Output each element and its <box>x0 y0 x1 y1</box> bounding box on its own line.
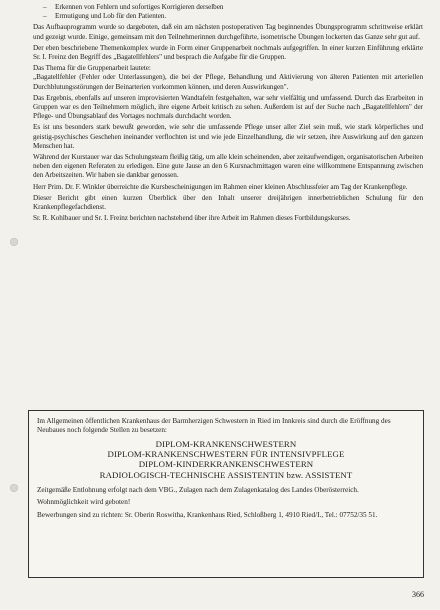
bullet-item: – Erkennen von Fehlern und sofortiges Korrigieren derselben <box>33 3 423 12</box>
ad-salary: Zeitgemäße Entlohnung erfolgt nach dem VBG., Zulagen nach dem Zulagenkatalog des Landes Oberösterreich. <box>37 486 359 494</box>
bullet-list <box>33 3 423 21</box>
paragraph: Das Ergebnis, ebenfalls auf unseren improvisierten Wandtafeln festgehalten, war sehr vielfältig und umfassend. Durch das Erarbeiten in Gruppen war es den Teilnehmern möglich, ihre eigene Arbeit kritisch zu sehen. Außerdem ist auf der Suche nach „Bagatellfehlern" der Pflege- und Übungsablauf des Vortages nochmals durchdacht worden. <box>33 93 423 121</box>
position-title: RADIOLOGISCH-TECHNISCHE ASSISTENTIN bzw. ASSISTENT <box>99 469 353 480</box>
paragraph: Herr Prim. Dr. F. Winkler überreichte die Kursbescheinigungen im Rahmen einer kleinen Abschlussfeier am Tag der Krankenpflege. <box>33 182 408 191</box>
ad-intro: Im Allgemeinen öffentlichen Krankenhaus der Barmherzigen Schwestern in Ried im Innkreis sind durch die Eröffnung des Neubaues noch folgende Stellen zu besetzen: <box>37 417 391 435</box>
punch-hole-mark <box>10 238 18 246</box>
bullet-item: – Ermutigung und Lob für den Patienten. <box>33 12 423 21</box>
article-text <box>33 3 423 225</box>
job-advertisement-box <box>28 410 424 578</box>
position-title: DIPLOM-KRANKENSCHWESTERN <box>155 438 297 449</box>
paragraph: Sr. R. Kohlbauer und Sr. I. Freinz berichten nachstehend über ihre Arbeit im Rahmen dieses Fortbildungskurses. <box>33 214 351 223</box>
paragraph: „Bagatellfehler (Fehler oder Unterlassungen), die bei der Pflege, Behandlung und Aktivierung von älteren Patienten mit arteriellen Durchblutungsstörungen der Beinarterien vorkommen können, und deren Auswirkungen". <box>33 73 423 91</box>
paragraph: Während der Kurstauer war das Schulungsteam fleißig tätig, um alle klein scheinenden, aber zeitaufwendigen, organisatorischen Arbeiten neben den eigenen Referaten zu erledigen. Eine gute Jause an den 6 Kursnachmittagen waren eine willkommene Entspannung zwischen den Arbeitszeiten. Wir haben sie dankbar genossen. <box>33 153 423 180</box>
paragraph: Der eben beschriebene Themenkomplex wurde in Form einer Gruppenarbeit nochmals aufgegriffen. In einer kurzen Einführung erklärte Sr. I. Freinz den Begriff des „Bagatellfehlers" und besprach die Aufgabe für die Gruppen. <box>33 43 423 62</box>
punch-hole-mark <box>10 484 18 492</box>
ad-application: Bewerbungen sind zu richten: Sr. Oberin Roswitha, Krankenhaus Ried, Schloßberg 1, 4910 Ried/I., Tel.: 07752/35 51. <box>37 510 378 519</box>
paragraph: Dieser Bericht gibt einen kurzen Überblick über den Inhalt unserer dreijährigen innerbetrieblichen Schulung für den Krankenpflegefachdienst. <box>33 193 423 212</box>
paragraph: Das Thema für die Gruppenarbeit lautete: <box>33 64 151 73</box>
position-title: DIPLOM-KRANKENSCHWESTERN FÜR INTENSIVPFLEGE <box>107 449 345 460</box>
paragraph: Es ist uns besonders stark bewußt geworden, wie sehr die umfassende Pflege unser aller Ziel sein muß, wie stark körperliches und geistig-psychisches Geschehen ineinander verflochten ist und wie jede Einzelhandlung, die wir setzen, ihre Auswirkung auf den ganzen Menschen hat. <box>33 123 423 150</box>
page-number: 366 <box>412 590 424 599</box>
position-list <box>37 439 415 480</box>
ad-housing: Wohnmöglichkeit wird geboten! <box>37 498 131 507</box>
paragraph: Das Aufbauprogramm wurde so dargeboten, daß ein am nächsten postoperativen Tag beginnendes Übungsprogramm schrittweise erklärt und gezeigt wurde. Einige, gemeinsam mit den Teilnehmerinnen durchgeführte, isometrische Übungen lockerten das Ganze sehr gut auf. <box>33 23 423 41</box>
position-title: DIPLOM-KINDERKRANKENSCHWESTERN <box>138 459 314 470</box>
